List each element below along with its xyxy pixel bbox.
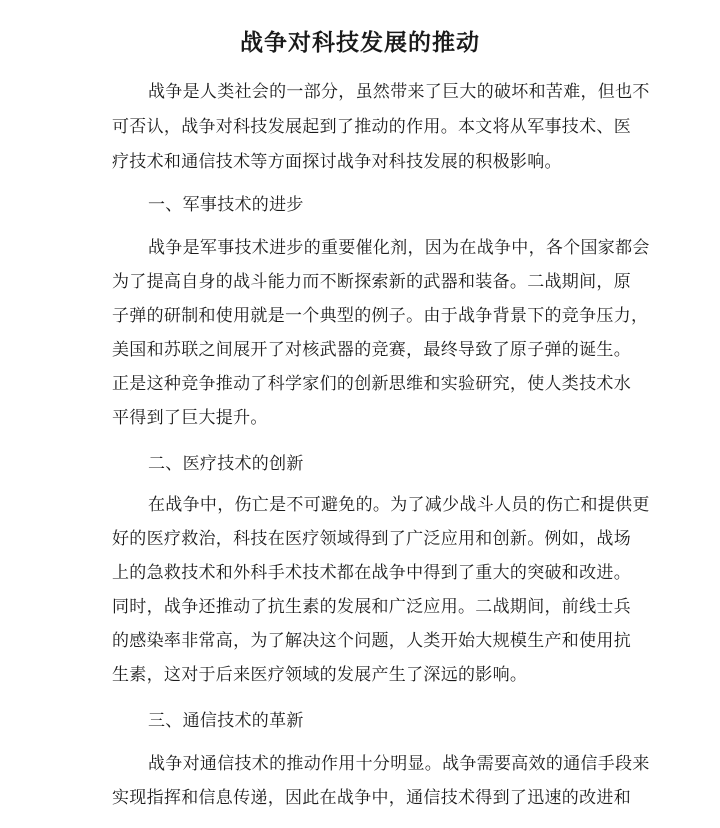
section-1-line-6: 平得到了巨大提升。 [112, 408, 268, 428]
intro-line-3: 疗技术和通信技术等方面探讨战争对科技发展的积极影响。 [112, 152, 562, 172]
section-1-line-4: 美国和苏联之间展开了对核武器的竞赛，最终导致了原子弹的诞生。 [112, 340, 631, 360]
section-2-line-5: 的感染率非常高，为了解决这个问题，人类开始大规模生产和使用抗 [112, 631, 631, 651]
section-2-line-6: 生素，这对于后来医疗领域的发展产生了深远的影响。 [112, 665, 528, 685]
intro-line-1: 战争是人类社会的一部分，虽然带来了巨大的破坏和苦难，但也不 [148, 82, 650, 102]
section-2-line-1: 在战争中，伤亡是不可避免的。为了减少战斗人员的伤亡和提供更 [148, 495, 650, 515]
section-3-heading: 三、通信技术的革新 [148, 711, 304, 731]
section-2-line-3: 上的急救技术和外科手术技术都在战争中得到了重大的突破和改进。 [112, 563, 631, 583]
document-title: 战争对科技发展的推动 [240, 29, 480, 56]
section-1-heading: 一、军事技术的进步 [148, 195, 304, 215]
section-1-line-1: 战争是军事技术进步的重要催化剂，因为在战争中，各个国家都会 [148, 238, 650, 258]
section-2-line-4: 同时，战争还推动了抗生素的发展和广泛应用。二战期间，前线士兵 [112, 597, 631, 617]
section-2-line-2: 好的医疗救治，科技在医疗领域得到了广泛应用和创新。例如，战场 [112, 529, 631, 549]
section-3-line-1: 战争对通信技术的推动作用十分明显。战争需要高效的通信手段来 [148, 754, 650, 774]
section-1-line-3: 子弹的研制和使用就是一个典型的例子。由于战争背景下的竞争压力， [112, 306, 649, 326]
section-2-heading: 二、医疗技术的创新 [148, 454, 304, 474]
intro-line-2: 可否认，战争对科技发展起到了推动的作用。本文将从军事技术、医 [112, 117, 631, 137]
section-3-line-2: 实现指挥和信息传递，因此在战争中，通信技术得到了迅速的改进和 [112, 788, 631, 808]
section-1-line-5: 正是这种竞争推动了科学家们的创新思维和实验研究，使人类技术水 [112, 374, 631, 394]
section-1-line-2: 为了提高自身的战斗能力而不断探索新的武器和装备。二战期间，原 [112, 272, 631, 292]
